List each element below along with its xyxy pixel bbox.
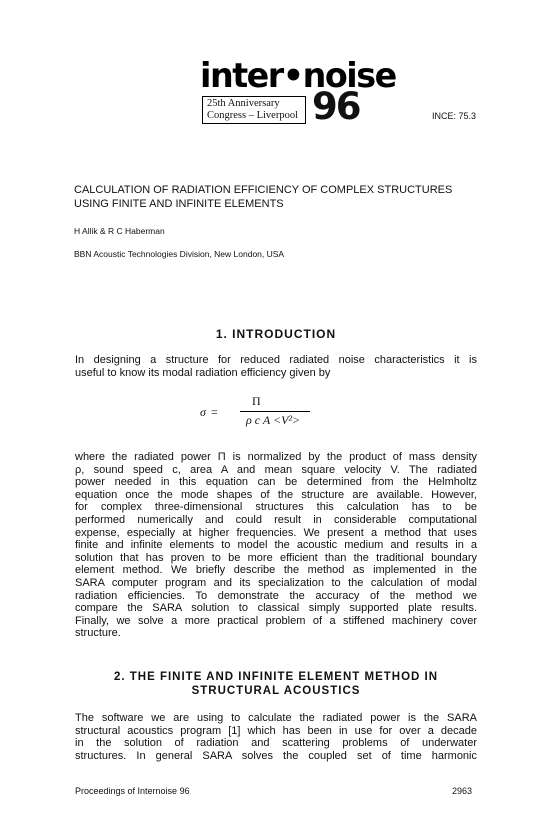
conference-logo-wordmark: inter•noise — [200, 56, 396, 96]
text-line: equation once the mode shapes of the structure are available. However, — [75, 488, 477, 501]
text-line: finite and infinite elements to model the acoustic medium and results in a — [75, 539, 477, 552]
text-line: performed numerically and could result in considerable computational — [75, 513, 477, 526]
logo-box-line-1: 25th Anniversary — [207, 98, 280, 109]
text-line: ρ, sound speed c, area A and mean square velocity V. The radiated — [75, 463, 477, 476]
section-2-paragraph — [75, 712, 477, 762]
equation-lhs: σ — [200, 405, 206, 419]
text-line: solution that has proven to be more efficient than the traditional boundary — [75, 551, 477, 564]
proceedings-footer: Proceedings of Internoise 96 — [75, 786, 190, 796]
logo-box-line-2: Congress – Liverpool — [207, 109, 298, 121]
text-line: useful to know its modal radiation efficiency given by — [75, 366, 331, 379]
text-line: element method. We briefly describe the method as implemented in the — [75, 564, 477, 577]
text-line: for complex three-dimensional structures this calculation has to be — [75, 501, 477, 514]
text-line: structures. In general SARA solves the coupled set of time harmonic — [75, 749, 477, 762]
text-line: power needed in this equation can be determined from the Helmholtz — [75, 476, 477, 489]
title-line: USING FINITE AND INFINITE ELEMENTS — [74, 198, 284, 210]
heading-line: 2. THE FINITE AND INFINITE ELEMENT METHOD IN — [113, 671, 439, 683]
equation-numerator: Π — [252, 394, 261, 408]
text-line: expense, especially at higher frequencies. We present a method that uses — [75, 526, 477, 539]
text-line: in the solution of radiation and scattering problems of underwater — [75, 737, 477, 750]
text-line: The software we are using to calculate the radiated power is the SARA — [75, 712, 477, 724]
equation-denominator: ρ c A <V²> — [246, 413, 301, 427]
paper-title — [74, 183, 484, 211]
heading-line: STRUCTURAL ACOUSTICS — [191, 685, 361, 697]
intro-paragraph — [75, 354, 477, 379]
section-2-heading — [75, 670, 477, 698]
body-paragraph — [75, 451, 477, 640]
text-line: structure. — [75, 627, 121, 640]
fraction-bar — [240, 411, 310, 412]
conference-logo-box — [202, 96, 306, 124]
equation-equals: = — [211, 405, 218, 419]
affiliation: BBN Acoustic Technologies Division, New London, USA — [74, 249, 285, 259]
text-line: radiation efficiencies. To demonstrate the accuracy of the method we — [75, 589, 477, 602]
radiation-efficiency-equation — [200, 394, 330, 434]
text-line: compare the SARA solution to classical simply supported plate results. — [75, 602, 477, 615]
text-line: structural acoustics program [1] which has been in use for over a decade — [75, 724, 477, 737]
text-line: where the radiated power Π is normalized by the product of mass density — [75, 451, 477, 463]
text-line: SARA computer program and its specialization to the calculation of modal — [75, 576, 477, 589]
authors: H Allik & R C Haberman — [74, 226, 165, 236]
page-number: 2963 — [452, 786, 473, 796]
text-line: In designing a structure for reduced radiated noise characteristics it is — [75, 354, 477, 366]
title-line: CALCULATION OF RADIATION EFFICIENCY OF COMPLEX STRUCTURES — [74, 184, 453, 196]
ince-code: INCE: 75.3 — [432, 111, 477, 121]
conference-logo-year: 96 — [312, 85, 360, 128]
section-1-heading: 1. INTRODUCTION — [215, 327, 337, 341]
text-line: Finally, we solve a more practical problem of a stiffened machinery cover — [75, 614, 477, 627]
